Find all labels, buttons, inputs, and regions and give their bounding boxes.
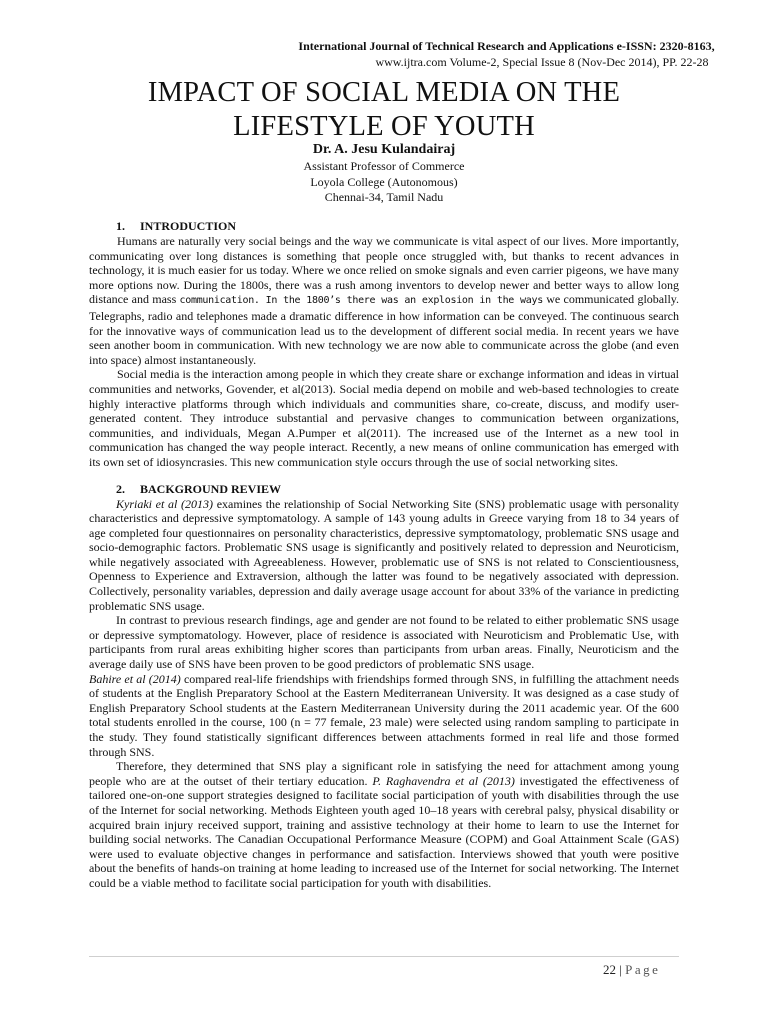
paper-title-line-2: LIFESTYLE OF YOUTH [233,111,535,142]
footer-divider [89,956,679,957]
paragraph: Therefore, they determined that SNS play a significant role in satisfying the need for attachment among young people who are at the outset of their tertiary education. P. Raghavendra et al (2013) investigated the effectiveness of tailored one-on-one support strategies designed to facilitate social participation of youth with disabilities through the use of the Internet for social networking. Methods Eighteen youth aged 10–18 years with cerebral palsy, physical disability or acquired brain injury received support, training and assistive technology at their home to learn to use the Internet for building social networks. The Canadian Occupational Performance Measure (COPM) and Goal Attainment Scale (GAS) were used to evaluate objective changes in performance and satisfaction. Interviews showed that youth were positive about the benefits of hands-on training at home leading to increased use of the Internet for social networking. The Internet could be a viable method to facilitate social participation for youth with disabilities. [89,759,680,890]
page-number: 22 [603,962,616,977]
section-title: INTRODUCTION [140,219,237,233]
section-number: 2. [116,481,125,496]
paper-title [0,76,768,144]
paragraph: In contrast to previous research findings, age and gender are not found to be related to either problematic SNS usage or depressive symptomatology. However, place of residence is associated with Neuroticism and Problematic Use, with participants from rural areas exhibiting higher scores than participants from urban areas. Finally, Neuroticism and the average daily use of SNS have been proven to be good predictors of problematic SNS usage. Bahire et al (2014) compared real-life friendships with friendships formed through SNS, in fulfilling the attachment needs of students at the English Preparatory School at the Eastern Mediterranean University. It was designed as a case study of English Preparatory School students at the Eastern Mediterranean University during the 2011 academic year. Of the 600 total students enrolled in the course, 100 (n = 77 female, 23 male) were selected using random sampling to participate in the study. They found statistically significant differences between attachments formed in real life and those formed through SNS. [89,613,679,759]
paragraph: Social media is the interaction among people in which they create share or exchange information and ideas in virtual communities and networks, Govender, et al(2013). Social media depend on mobile and web-based technologies to create highly interactive platforms through which individuals and communities share, co-create, discuss, and modify user-generated content. They introduce substantial and pervasive changes to communication between organizations, communities, and individuals, Megan A.Pumper et al(2011). The increased use of the Internet as a new tool in communication has changed the way people interact. Recently, a new means of online communication has emerged with its own set of idiosyncrasies. This new communication style occurs through the use of social networking sites. [89,367,679,469]
citation: Kyriaki et al (2013) [116,496,214,511]
journal-name: International Journal of Technical Research and Applications [298,39,614,53]
paragraph: Kyriaki et al (2013) examines the relationship of Social Networking Site (SNS) problematic usage with personality characteristics and depressive symptomatology. A sample of 143 young adults in Greece varying from 18 to 34 years of age completed four questionnaires on personality characteristics, depressive symptomatology, problematic SNS usage and socio-demographic factors. Problematic SNS usage is significantly and positively related to depression and Neuroticism, while negatively associated with Agreeableness. However, problematic use of SNS is not related to Conscientiousness, Openness to Experience and Extraversion, although the latter was found to be negatively associated with depression. Collectively, personality variables, depression and daily average usage account for about 33% of the variance in predicting problematic SNS usage. [89,496,680,613]
page-label: Page [625,962,661,977]
page-separator: | [619,962,622,977]
citation: Bahire et al (2014) [89,671,181,686]
page-footer [603,962,660,978]
paper-body [89,219,679,891]
author-block [0,141,768,206]
section-heading-background-review [89,482,679,497]
journal-volume-info: www.ijtra.com Volume-2, Special Issue 8 (Nov-Dec 2014), PP. 22-28 [375,55,709,69]
author-name: Dr. A. Jesu Kulandairaj [312,142,456,157]
author-position: Assistant Professor of Commerce [303,159,465,173]
journal-header [0,38,768,70]
paper-title-line-1: IMPACT OF SOCIAL MEDIA ON THE [147,77,621,108]
journal-issn: e-ISSN: 2320-8163, [616,39,715,53]
author-institution: Loyola College (Autonomous) [310,174,458,189]
section-number: 1. [116,219,125,233]
citation: P. Raghavendra et al (2013) [372,773,515,788]
paragraph: Humans are naturally very social beings and the way we communicate is vital aspect of our lives. More importantly, communicating over long distances is something that people once struggled with, but thanks to recent advances in technology, it is much easier for us today. Where we once relied on smoke signals and even carrier pigeons, we have many more options now. During the 1800s, there was a rush among inventors to develop newer and better ways to allow long distance and mass communication. In the 1800’s there was an explosion in the ways we communicated globally. Telegraphs, radio and telephones made a dramatic difference in how information can be conveyed. The continuous search for the innovative ways of communication lead us to the development of different social media. In recent years we have seen another boom in communication. With new technology we are now able to communicate across the globe (and even into space) almost instantaneously. [89,234,679,367]
section-title: BACKGROUND REVIEW [140,481,282,496]
section-heading-introduction [89,219,679,234]
author-location: Chennai-34, Tamil Nadu [324,190,444,204]
